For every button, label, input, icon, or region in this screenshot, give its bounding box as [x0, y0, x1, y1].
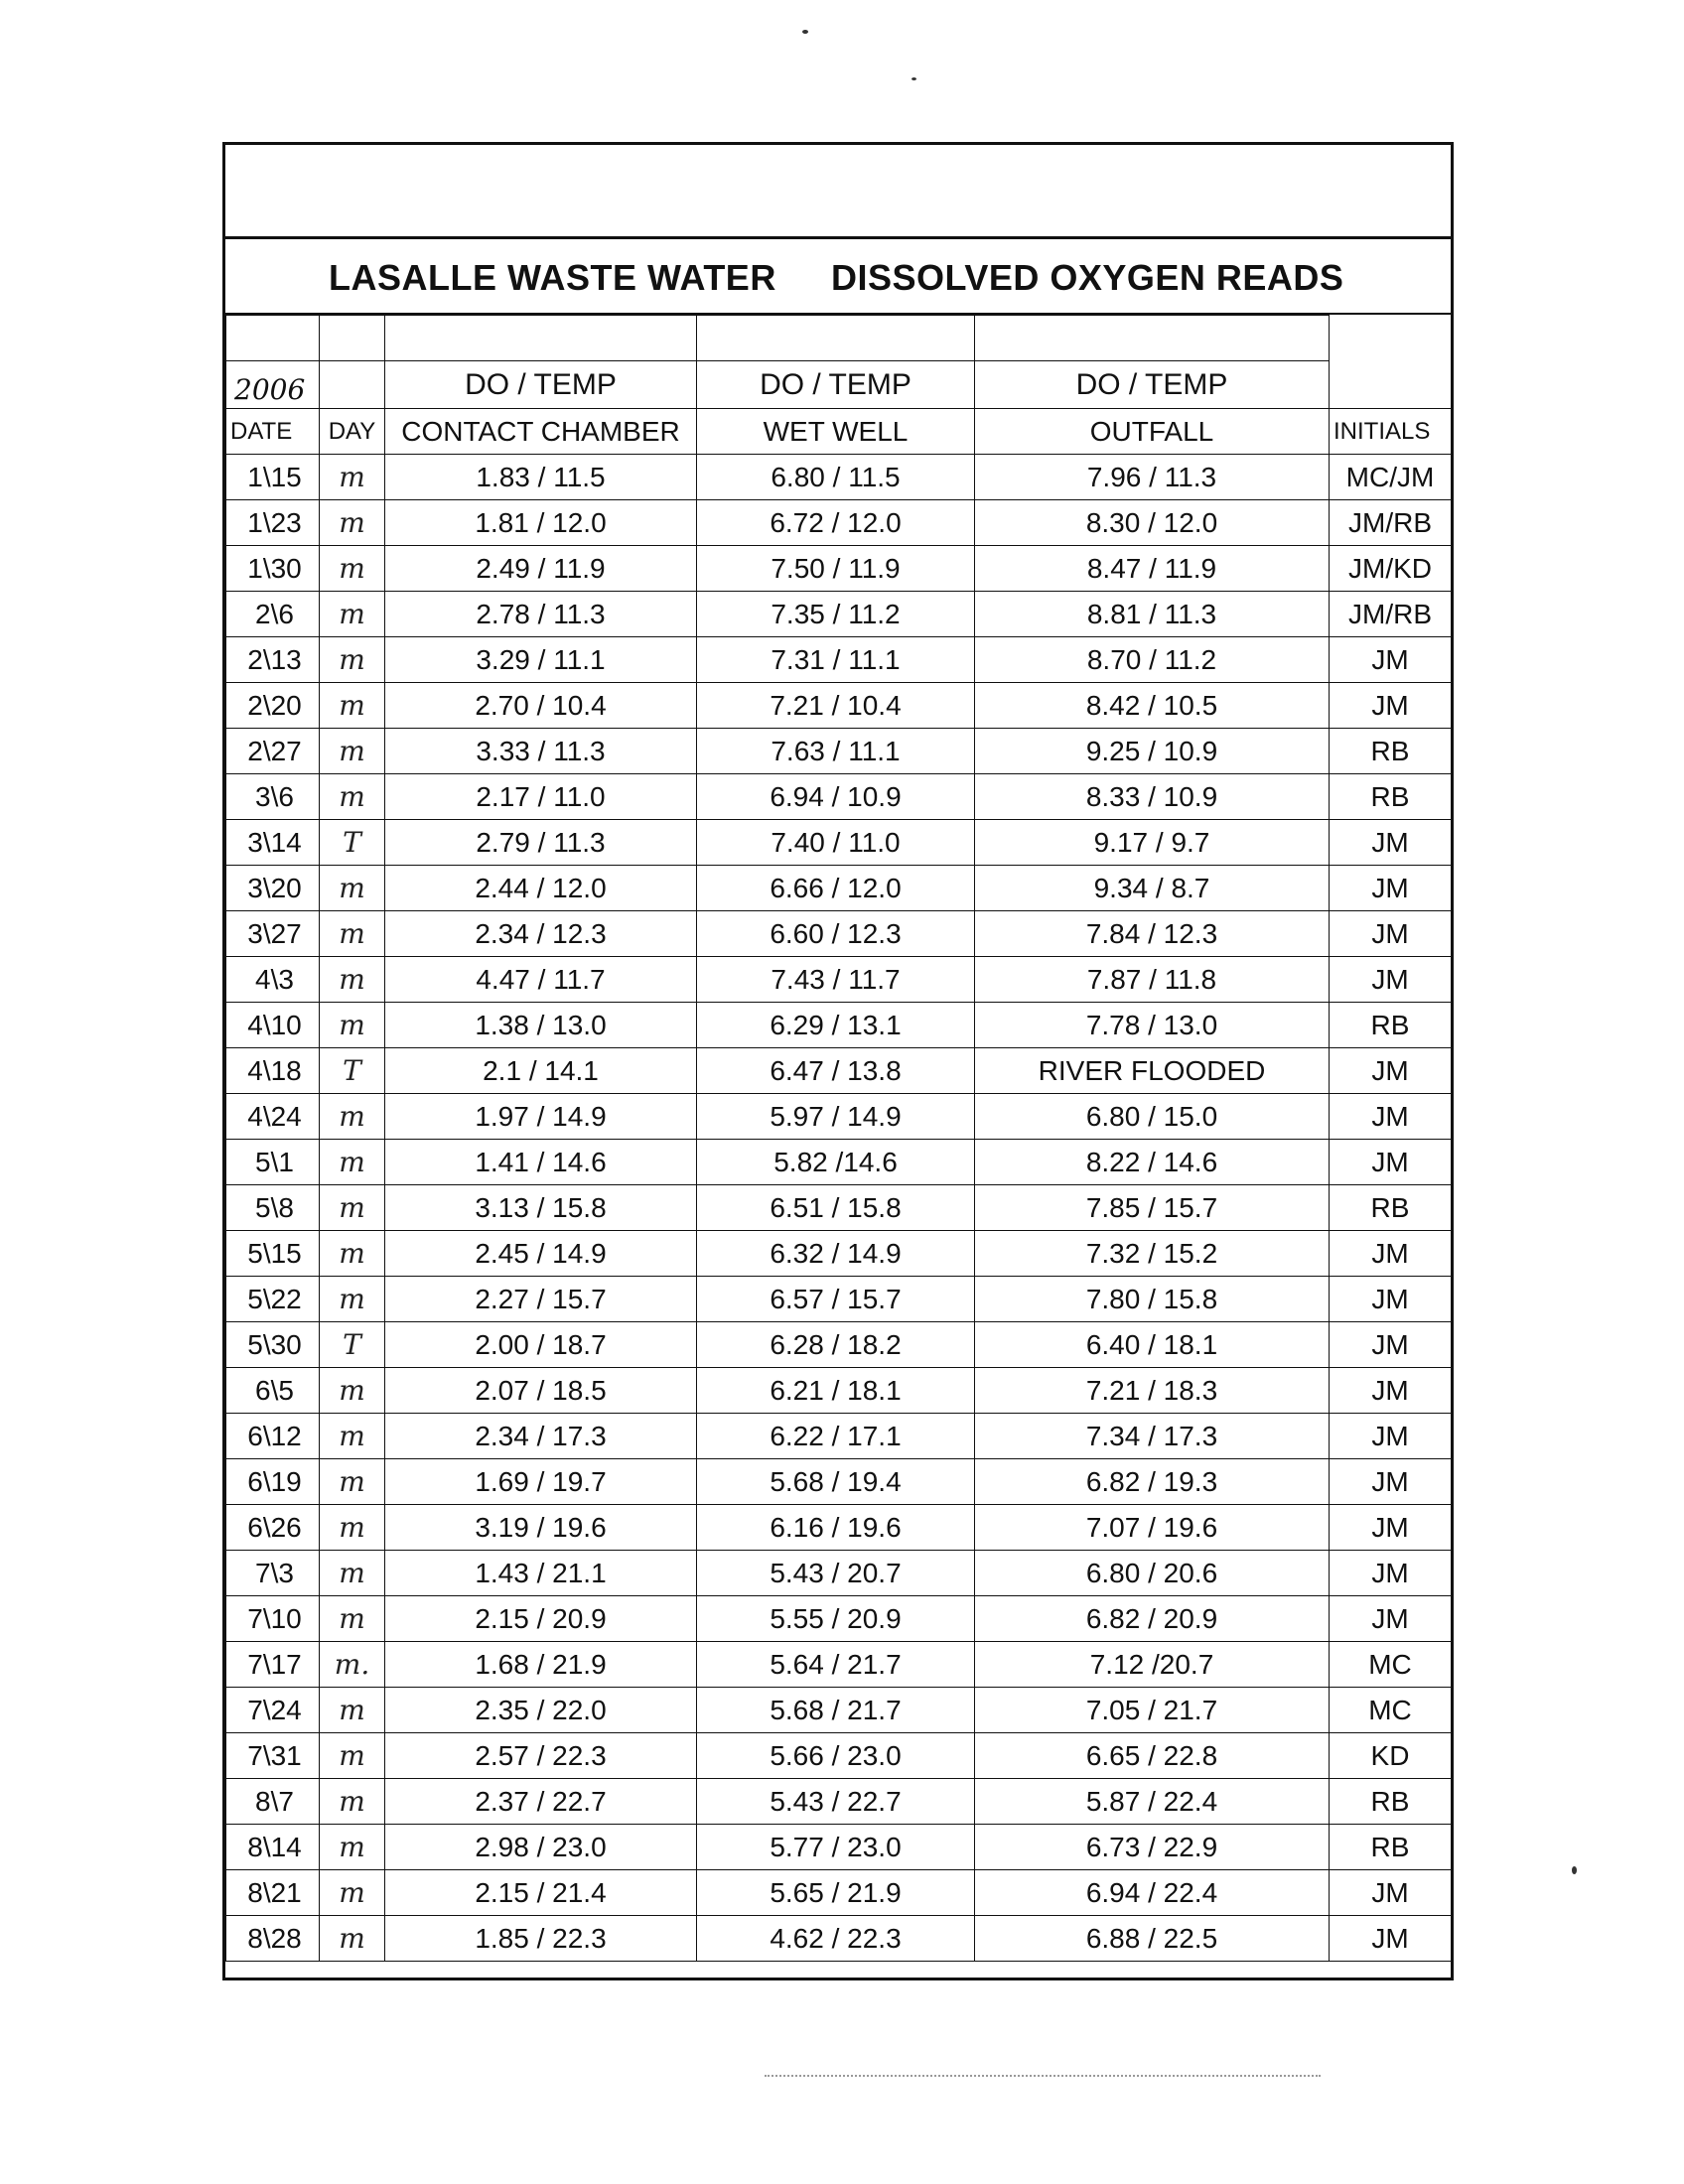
contact-chamber-cell: 1.68 / 21.9: [385, 1642, 697, 1688]
table-row: [226, 820, 1452, 866]
contact-chamber-cell: 3.29 / 11.1: [385, 637, 697, 683]
date-cell: 1\15: [226, 455, 320, 500]
date-cell: 5\8: [226, 1185, 320, 1231]
wet-well-cell: 6.60 / 12.3: [697, 911, 975, 957]
table-row: [226, 1825, 1452, 1870]
contact-chamber-cell: 2.79 / 11.3: [385, 820, 697, 866]
table-row: [226, 1094, 1452, 1140]
table-row: [226, 1277, 1452, 1322]
year-note: 2006: [226, 361, 320, 409]
date-cell: 8\14: [226, 1825, 320, 1870]
initials-cell: JM: [1330, 1505, 1452, 1551]
table-row: [226, 866, 1452, 911]
day-cell: m: [320, 1779, 385, 1825]
table-row: [226, 455, 1452, 500]
initials-cell: JM: [1330, 1870, 1452, 1916]
initials-cell: JM: [1330, 1140, 1452, 1185]
day-cell: m.: [320, 1642, 385, 1688]
contact-chamber-cell: 2.07 / 18.5: [385, 1368, 697, 1414]
title-report: DISSOLVED OXYGEN READS: [831, 257, 1344, 298]
date-cell: 1\23: [226, 500, 320, 546]
date-cell: 2\6: [226, 592, 320, 637]
contact-chamber-cell: 1.97 / 14.9: [385, 1094, 697, 1140]
wet-well-cell: 6.21 / 18.1: [697, 1368, 975, 1414]
outfall-cell: 6.82 / 20.9: [975, 1596, 1330, 1642]
outfall-cell: 7.07 / 19.6: [975, 1505, 1330, 1551]
wet-well-cell: 5.64 / 21.7: [697, 1642, 975, 1688]
wet-well-cell: 7.31 / 11.1: [697, 637, 975, 683]
contact-chamber-cell: 3.19 / 19.6: [385, 1505, 697, 1551]
day-cell: m: [320, 1185, 385, 1231]
day-header: DAY: [320, 409, 385, 455]
wet-well-cell: 7.40 / 11.0: [697, 820, 975, 866]
wet-well-cell: 5.65 / 21.9: [697, 1870, 975, 1916]
table-row: [226, 1733, 1452, 1779]
contact-chamber-cell: 2.15 / 21.4: [385, 1870, 697, 1916]
contact-chamber-cell: 2.45 / 14.9: [385, 1231, 697, 1277]
day-cell: T: [320, 1048, 385, 1094]
wet-well-cell: 7.43 / 11.7: [697, 957, 975, 1003]
contact-chamber-cell: 4.47 / 11.7: [385, 957, 697, 1003]
contact-chamber-cell: 2.34 / 12.3: [385, 911, 697, 957]
initials-cell: RB: [1330, 1003, 1452, 1048]
outfall-cell: 7.12 /20.7: [975, 1642, 1330, 1688]
initials-cell: MC/JM: [1330, 455, 1452, 500]
contact-chamber-header: CONTACT CHAMBER: [385, 409, 697, 455]
table-row: [226, 1596, 1452, 1642]
outfall-cell: 7.96 / 11.3: [975, 455, 1330, 500]
outfall-cell: 9.34 / 8.7: [975, 866, 1330, 911]
initials-cell: JM: [1330, 683, 1452, 729]
initials-cell: RB: [1330, 1779, 1452, 1825]
outfall-cell: 7.05 / 21.7: [975, 1688, 1330, 1733]
wet-well-cell: 7.63 / 11.1: [697, 729, 975, 774]
scan-noise-line: [765, 2075, 1321, 2079]
contact-chamber-cell: 1.69 / 19.7: [385, 1459, 697, 1505]
table-row: [226, 1459, 1452, 1505]
initials-cell: RB: [1330, 1185, 1452, 1231]
outfall-cell: 6.88 / 22.5: [975, 1916, 1330, 1962]
outfall-cell: RIVER FLOODED: [975, 1048, 1330, 1094]
wet-well-cell: 5.97 / 14.9: [697, 1094, 975, 1140]
initials-cell: JM/RB: [1330, 592, 1452, 637]
contact-do-temp-header: DO / TEMP: [385, 361, 697, 409]
outfall-cell: 8.47 / 11.9: [975, 546, 1330, 592]
initials-cell: JM: [1330, 1094, 1452, 1140]
day-cell: m: [320, 866, 385, 911]
scan-speck: [912, 77, 916, 80]
outfall-cell: 6.73 / 22.9: [975, 1825, 1330, 1870]
table-row: [226, 1185, 1452, 1231]
date-cell: 4\18: [226, 1048, 320, 1094]
date-cell: 3\14: [226, 820, 320, 866]
date-cell: 6\19: [226, 1459, 320, 1505]
day-cell: m: [320, 1870, 385, 1916]
outfall-cell: 6.40 / 18.1: [975, 1322, 1330, 1368]
contact-chamber-cell: 1.38 / 13.0: [385, 1003, 697, 1048]
initials-header: INITIALS: [1330, 409, 1452, 455]
outfall-cell: 7.32 / 15.2: [975, 1231, 1330, 1277]
wet-well-cell: 7.35 / 11.2: [697, 592, 975, 637]
initials-cell: JM: [1330, 1368, 1452, 1414]
initials-cell: JM: [1330, 1231, 1452, 1277]
day-cell: m: [320, 1733, 385, 1779]
date-cell: 4\10: [226, 1003, 320, 1048]
outfall-cell: 7.84 / 12.3: [975, 911, 1330, 957]
day-cell: m: [320, 1140, 385, 1185]
date-cell: 7\17: [226, 1642, 320, 1688]
outfall-cell: 6.94 / 22.4: [975, 1870, 1330, 1916]
contact-chamber-cell: 2.37 / 22.7: [385, 1779, 697, 1825]
wet-well-cell: 7.21 / 10.4: [697, 683, 975, 729]
day-cell: m: [320, 729, 385, 774]
initials-cell: JM: [1330, 1322, 1452, 1368]
day-cell: m: [320, 1916, 385, 1962]
table-row: [226, 1688, 1452, 1733]
contact-chamber-cell: 1.85 / 22.3: [385, 1916, 697, 1962]
outfall-cell: 6.80 / 20.6: [975, 1551, 1330, 1596]
outfall-cell: 7.78 / 13.0: [975, 1003, 1330, 1048]
table-row: [226, 1779, 1452, 1825]
initials-cell: JM: [1330, 1551, 1452, 1596]
outfall-cell: 6.65 / 22.8: [975, 1733, 1330, 1779]
date-cell: 7\10: [226, 1596, 320, 1642]
wet-well-cell: 6.47 / 13.8: [697, 1048, 975, 1094]
wet-well-cell: 5.77 / 23.0: [697, 1825, 975, 1870]
wet-well-cell: 5.43 / 20.7: [697, 1551, 975, 1596]
wet-well-cell: 6.80 / 11.5: [697, 455, 975, 500]
initials-cell: MC: [1330, 1642, 1452, 1688]
sheet-title: [225, 239, 1451, 315]
date-cell: 3\6: [226, 774, 320, 820]
day-cell: m: [320, 774, 385, 820]
date-cell: 2\27: [226, 729, 320, 774]
wet-well-header: WET WELL: [697, 409, 975, 455]
wet-well-cell: 6.66 / 12.0: [697, 866, 975, 911]
contact-chamber-cell: 2.35 / 22.0: [385, 1688, 697, 1733]
date-cell: 4\3: [226, 957, 320, 1003]
wet-well-cell: 7.50 / 11.9: [697, 546, 975, 592]
outfall-header: OUTFALL: [975, 409, 1330, 455]
initials-cell: JM: [1330, 1414, 1452, 1459]
contact-chamber-cell: 2.15 / 20.9: [385, 1596, 697, 1642]
day-cell: m: [320, 592, 385, 637]
header-spacer-row: [226, 316, 1452, 361]
contact-chamber-cell: 2.78 / 11.3: [385, 592, 697, 637]
wet-well-cell: 6.57 / 15.7: [697, 1277, 975, 1322]
date-cell: 5\22: [226, 1277, 320, 1322]
table-row: [226, 637, 1452, 683]
table-row: [226, 1368, 1452, 1414]
date-header: DATE: [226, 409, 320, 455]
day-cell: m: [320, 1231, 385, 1277]
date-cell: 7\24: [226, 1688, 320, 1733]
table-row: [226, 774, 1452, 820]
contact-chamber-cell: 2.57 / 22.3: [385, 1733, 697, 1779]
contact-chamber-cell: 2.44 / 12.0: [385, 866, 697, 911]
contact-chamber-cell: 1.81 / 12.0: [385, 500, 697, 546]
table-row: [226, 1870, 1452, 1916]
contact-chamber-cell: 2.00 / 18.7: [385, 1322, 697, 1368]
blank-header-box: [225, 145, 1451, 239]
contact-chamber-cell: 2.70 / 10.4: [385, 683, 697, 729]
initials-cell: JM/RB: [1330, 500, 1452, 546]
contact-chamber-cell: 2.49 / 11.9: [385, 546, 697, 592]
day-cell: m: [320, 1688, 385, 1733]
contact-chamber-cell: 2.1 / 14.1: [385, 1048, 697, 1094]
initials-cell: JM: [1330, 866, 1452, 911]
outfall-cell: 9.17 / 9.7: [975, 820, 1330, 866]
day-cell: m: [320, 1551, 385, 1596]
day-cell: m: [320, 1414, 385, 1459]
initials-cell: JM: [1330, 820, 1452, 866]
date-cell: 6\5: [226, 1368, 320, 1414]
day-cell: T: [320, 820, 385, 866]
table-row: [226, 1231, 1452, 1277]
initials-cell: RB: [1330, 774, 1452, 820]
readings-table: [225, 315, 1452, 1962]
day-cell: m: [320, 1277, 385, 1322]
initials-cell: RB: [1330, 1825, 1452, 1870]
initials-cell: JM: [1330, 957, 1452, 1003]
title-facility: LASALLE WASTE WATER: [329, 257, 776, 298]
initials-cell: JM: [1330, 1596, 1452, 1642]
outfall-cell: 6.82 / 19.3: [975, 1459, 1330, 1505]
day-cell: m: [320, 1505, 385, 1551]
table-row: [226, 592, 1452, 637]
contact-chamber-cell: 2.27 / 15.7: [385, 1277, 697, 1322]
day-cell: m: [320, 1459, 385, 1505]
day-cell: m: [320, 683, 385, 729]
contact-chamber-cell: 1.83 / 11.5: [385, 455, 697, 500]
table-row: [226, 1916, 1452, 1962]
day-cell: m: [320, 957, 385, 1003]
day-cell: m: [320, 1094, 385, 1140]
table-row: [226, 1551, 1452, 1596]
date-cell: 6\26: [226, 1505, 320, 1551]
day-cell: m: [320, 911, 385, 957]
outfall-cell: 8.42 / 10.5: [975, 683, 1330, 729]
wet-well-cell: 6.94 / 10.9: [697, 774, 975, 820]
day-cell: m: [320, 500, 385, 546]
initials-cell: MC: [1330, 1688, 1452, 1733]
outfall-cell: 6.80 / 15.0: [975, 1094, 1330, 1140]
wet-well-cell: 6.29 / 13.1: [697, 1003, 975, 1048]
date-cell: 8\21: [226, 1870, 320, 1916]
date-cell: 1\30: [226, 546, 320, 592]
date-cell: 3\27: [226, 911, 320, 957]
outfall-cell: 8.33 / 10.9: [975, 774, 1330, 820]
wet-well-cell: 6.28 / 18.2: [697, 1322, 975, 1368]
date-cell: 5\30: [226, 1322, 320, 1368]
day-cell: m: [320, 1368, 385, 1414]
outfall-cell: 8.22 / 14.6: [975, 1140, 1330, 1185]
date-cell: 7\31: [226, 1733, 320, 1779]
wet-well-cell: 5.43 / 22.7: [697, 1779, 975, 1825]
wet-well-cell: 6.22 / 17.1: [697, 1414, 975, 1459]
outfall-cell: 5.87 / 22.4: [975, 1779, 1330, 1825]
wet-well-cell: 6.16 / 19.6: [697, 1505, 975, 1551]
date-cell: 3\20: [226, 866, 320, 911]
table-row: [226, 957, 1452, 1003]
day-cell: m: [320, 455, 385, 500]
date-cell: 7\3: [226, 1551, 320, 1596]
contact-chamber-cell: 2.34 / 17.3: [385, 1414, 697, 1459]
wet-well-cell: 5.55 / 20.9: [697, 1596, 975, 1642]
outfall-cell: 7.80 / 15.8: [975, 1277, 1330, 1322]
outfall-cell: 7.85 / 15.7: [975, 1185, 1330, 1231]
wet-well-cell: 5.68 / 21.7: [697, 1688, 975, 1733]
table-row: [226, 729, 1452, 774]
wet-well-cell: 4.62 / 22.3: [697, 1916, 975, 1962]
day-cell: m: [320, 1003, 385, 1048]
initials-cell: JM: [1330, 1048, 1452, 1094]
date-cell: 8\7: [226, 1779, 320, 1825]
wet-well-cell: 6.32 / 14.9: [697, 1231, 975, 1277]
initials-cell: JM: [1330, 1277, 1452, 1322]
initials-cell: RB: [1330, 729, 1452, 774]
table-row: [226, 1048, 1452, 1094]
header-label-row: [226, 409, 1452, 455]
table-row: [226, 1505, 1452, 1551]
initials-cell: KD: [1330, 1733, 1452, 1779]
date-cell: 2\20: [226, 683, 320, 729]
wet-well-cell: 5.68 / 19.4: [697, 1459, 975, 1505]
outfall-cell: 8.81 / 11.3: [975, 592, 1330, 637]
outfall-do-temp-header: DO / TEMP: [975, 361, 1330, 409]
table-row: [226, 500, 1452, 546]
outfall-cell: 7.21 / 18.3: [975, 1368, 1330, 1414]
date-cell: 4\24: [226, 1094, 320, 1140]
wetwell-do-temp-header: DO / TEMP: [697, 361, 975, 409]
table-row: [226, 1642, 1452, 1688]
initials-cell: JM: [1330, 911, 1452, 957]
outfall-cell: 7.87 / 11.8: [975, 957, 1330, 1003]
contact-chamber-cell: 1.41 / 14.6: [385, 1140, 697, 1185]
day-cell: m: [320, 1825, 385, 1870]
table-row: [226, 1003, 1452, 1048]
day-cell: m: [320, 1596, 385, 1642]
initials-cell: JM/KD: [1330, 546, 1452, 592]
outfall-cell: 9.25 / 10.9: [975, 729, 1330, 774]
date-cell: 5\1: [226, 1140, 320, 1185]
date-cell: 6\12: [226, 1414, 320, 1459]
contact-chamber-cell: 1.43 / 21.1: [385, 1551, 697, 1596]
scan-speck: [802, 30, 808, 34]
table-row: [226, 911, 1452, 957]
initials-cell: JM: [1330, 1916, 1452, 1962]
contact-chamber-cell: 3.13 / 15.8: [385, 1185, 697, 1231]
table-row: [226, 683, 1452, 729]
contact-chamber-cell: 3.33 / 11.3: [385, 729, 697, 774]
date-cell: 8\28: [226, 1916, 320, 1962]
table-row: [226, 1322, 1452, 1368]
header-do-temp-row: [226, 361, 1452, 409]
wet-well-cell: 5.82 /14.6: [697, 1140, 975, 1185]
contact-chamber-cell: 2.17 / 11.0: [385, 774, 697, 820]
table-row: [226, 546, 1452, 592]
contact-chamber-cell: 2.98 / 23.0: [385, 1825, 697, 1870]
day-cell: T: [320, 1322, 385, 1368]
day-cell: m: [320, 637, 385, 683]
table-row: [226, 1414, 1452, 1459]
wet-well-cell: 6.72 / 12.0: [697, 500, 975, 546]
log-sheet: [222, 142, 1454, 1980]
outfall-cell: 8.30 / 12.0: [975, 500, 1330, 546]
date-cell: 5\15: [226, 1231, 320, 1277]
initials-cell: JM: [1330, 637, 1452, 683]
date-cell: 2\13: [226, 637, 320, 683]
table-row: [226, 1140, 1452, 1185]
scan-speck: [1572, 1866, 1577, 1874]
outfall-cell: 7.34 / 17.3: [975, 1414, 1330, 1459]
day-cell: m: [320, 546, 385, 592]
outfall-cell: 8.70 / 11.2: [975, 637, 1330, 683]
initials-cell: JM: [1330, 1459, 1452, 1505]
wet-well-cell: 6.51 / 15.8: [697, 1185, 975, 1231]
wet-well-cell: 5.66 / 23.0: [697, 1733, 975, 1779]
